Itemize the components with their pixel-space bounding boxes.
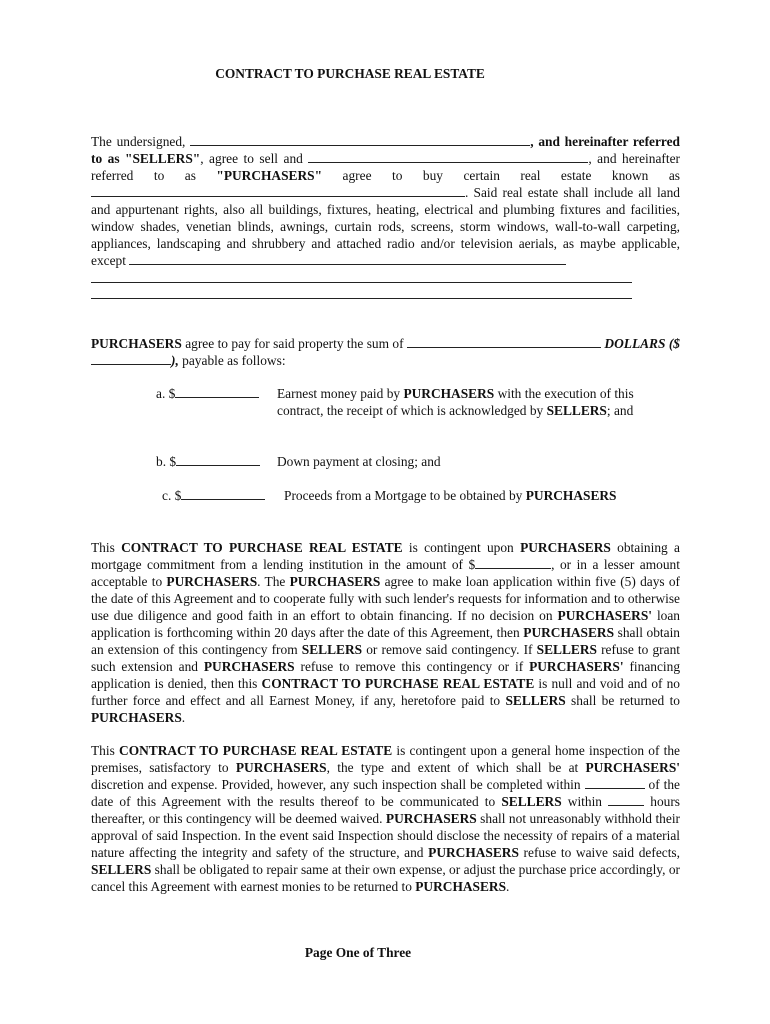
- mortgage-amount-blank[interactable]: [475, 556, 551, 569]
- mortgage-contingency-paragraph: [91, 539, 680, 726]
- text-span: refuse to grant such extension and: [91, 642, 680, 674]
- text-span: financing application is denied, then this: [91, 659, 681, 691]
- payment-c-label: [162, 487, 265, 504]
- text-span: is contingent upon a general home inspection of the premises, satisfactory to: [91, 743, 680, 775]
- text-span: PURCHASERS: [91, 336, 182, 351]
- text-span: b. $: [156, 454, 177, 469]
- text-span: "SELLERS": [125, 151, 201, 166]
- text-span: obtaining a mortgage commitment from a lending institution in the amount of $: [91, 540, 680, 572]
- text-span: SELLERS: [505, 693, 566, 708]
- property-description-blank[interactable]: [91, 184, 465, 197]
- text-span: agree to make loan application within five (5) days of the date of this Agreement and to cooperate fully with such lender's requests for information and to otherwise use due diligence and good faith in an effort to obtain financing. If no decision on: [91, 574, 681, 623]
- page-footer: Page One of Three: [304, 945, 412, 960]
- text-span: .: [181, 710, 186, 725]
- text-span: .: [506, 879, 510, 894]
- text-span: discretion and expense. Provided, however, any such inspection shall be completed within: [91, 777, 585, 792]
- payment-b-text: [277, 453, 637, 470]
- exceptions-line-2[interactable]: [91, 282, 632, 283]
- text-span: PURCHASERS: [523, 625, 615, 640]
- text-span: The undersigned,: [91, 134, 191, 149]
- text-span: DOLLARS ($: [604, 336, 680, 351]
- payment-a-label: [156, 385, 259, 402]
- text-span: , and hereinafter referred to as: [91, 134, 681, 166]
- text-span: c. $: [162, 488, 182, 503]
- intro-paragraph: [91, 133, 680, 269]
- text-span: PURCHASERS: [166, 574, 258, 589]
- text-span: CONTRACT TO PURCHASE REAL ESTATE: [119, 743, 393, 758]
- purchasers-name-blank[interactable]: [308, 150, 588, 163]
- payment-b-label: [156, 453, 260, 470]
- text-span: . Said real estate shall include all land and appurtenant rights, also all buildings, fixtures, heating, electrical and plumbing fixtures and facilities, window shades, venetian blinds, awnings, curtain rods, screens, storm windows, wall-to-wall carpeting, appliances, landscaping and shrubbery and attached radio and/or television aerials, as maybe applicable, except: [91, 185, 680, 268]
- text-span: , agree to sell and: [200, 151, 309, 166]
- text-span: or remove said contingency. If: [362, 642, 537, 657]
- text-span: refuse to waive said defects,: [518, 845, 680, 860]
- purchase-price-paragraph: [91, 335, 680, 369]
- text-span: Earnest money paid by: [277, 386, 404, 401]
- text-span: agree to buy certain real estate known as: [322, 168, 680, 183]
- earnest-money-blank[interactable]: [175, 385, 259, 398]
- text-span: CONTRACT TO PURCHASE REAL ESTATE: [261, 676, 535, 691]
- text-span: PURCHASERS: [203, 659, 295, 674]
- text-span: PURCHASERS': [557, 608, 653, 623]
- text-span: ; and: [606, 403, 634, 418]
- down-payment-blank[interactable]: [176, 453, 260, 466]
- text-span: Proceeds from a Mortgage to be obtained by: [284, 488, 526, 503]
- text-span: PURCHASERS: [91, 710, 182, 725]
- text-span: CONTRACT TO PURCHASE REAL ESTATE: [121, 540, 403, 555]
- text-span: PURCHASERS: [289, 574, 381, 589]
- text-span: agree to pay for said property the sum of: [181, 336, 407, 351]
- text-span: with the execution of this contract, the receipt of which is acknowledged by: [277, 386, 634, 418]
- text-span: payable as follows:: [178, 353, 286, 368]
- exceptions-line-3[interactable]: [91, 298, 632, 299]
- text-span: loan application is forthcoming within 20 days after the date of this Agreement, then: [91, 608, 681, 640]
- sellers-name-blank[interactable]: [190, 133, 530, 146]
- text-span: This: [91, 743, 120, 758]
- exceptions-blank[interactable]: [129, 252, 566, 265]
- text-span: PURCHASERS: [415, 879, 507, 894]
- text-span: PURCHASERS': [585, 760, 680, 775]
- text-span: , the type and extent of which shall be at: [326, 760, 586, 775]
- text-span: PURCHASERS: [235, 760, 327, 775]
- text-span: PURCHASERS: [428, 845, 519, 860]
- text-span: shall obtain an extension of this contingency from: [91, 625, 680, 657]
- payment-c-text: [284, 487, 644, 504]
- text-span: a. $: [156, 386, 176, 401]
- text-span: shall not unreasonably withhold their approval of said Inspection. In the event said Inspection should disclose the necessity of repairs of a material nature affecting the integrity and safety of the structure, and: [91, 811, 680, 860]
- text-span: Down payment at closing; and: [277, 454, 441, 469]
- inspection-hours-blank[interactable]: [608, 793, 644, 806]
- price-words-blank[interactable]: [407, 335, 601, 348]
- text-span: is null and void and of no further force and effect and all Earnest Money, if any, heretofore paid to: [91, 676, 681, 708]
- text-span: PURCHASERS: [525, 488, 617, 503]
- text-span: SELLERS: [536, 642, 597, 657]
- text-span: SELLERS: [91, 862, 152, 877]
- text-span: shall be obligated to repair same at their own expense, or adjust the purchase price accordingly, or cancel this Agreement with earnest monies to be returned to: [91, 862, 680, 894]
- mortgage-proceeds-blank[interactable]: [181, 487, 265, 500]
- text-span: SELLERS: [501, 794, 562, 809]
- text-span: "PURCHASERS": [216, 168, 323, 183]
- text-span: shall be returned to: [565, 693, 680, 708]
- price-amount-blank[interactable]: [91, 352, 171, 365]
- text-span: SELLERS: [301, 642, 363, 657]
- text-span: PURCHASERS: [385, 811, 477, 826]
- text-span: PURCHASERS: [403, 386, 495, 401]
- text-span: , or in a lesser amount acceptable to: [91, 557, 680, 589]
- text-span: hours thereafter, or this contingency will be deemed waived.: [91, 794, 681, 826]
- text-span: , and hereinafter referred to as: [91, 151, 680, 183]
- inspection-days-blank[interactable]: [585, 776, 645, 789]
- inspection-contingency-paragraph: [91, 742, 680, 895]
- text-span: SELLERS: [546, 403, 607, 418]
- text-span: is contingent upon: [402, 540, 521, 555]
- text-span: PURCHASERS: [520, 540, 611, 555]
- text-span: . The: [257, 574, 290, 589]
- text-span: of the date of this Agreement with the results thereof to be communicated to: [91, 777, 680, 809]
- text-span: This: [91, 540, 122, 555]
- text-span: PURCHASERS': [529, 659, 624, 674]
- text-span: within: [561, 794, 609, 809]
- text-span: refuse to remove this contingency or if: [294, 659, 530, 674]
- text-span: ),: [171, 353, 179, 368]
- payment-a-text: [277, 385, 637, 419]
- document-title: CONTRACT TO PURCHASE REAL ESTATE: [215, 66, 485, 81]
